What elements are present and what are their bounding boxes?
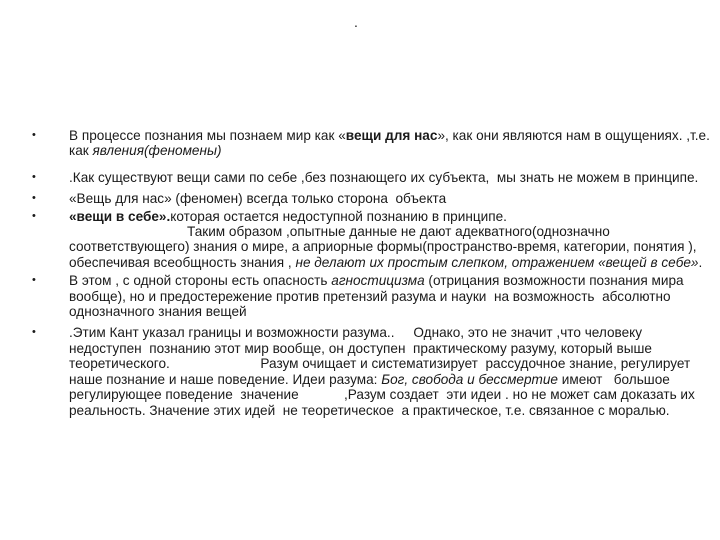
bullet-icon: • [32,170,36,183]
bullet-text [69,191,446,206]
text-run: В процессе познания мы познаем мир как « [69,128,346,143]
bullet-text [69,325,699,417]
text-run: имеют большое регулирующее поведение значение ,Разум создает эти идеи . но не может сам доказать их реальность. Значение этих идей не теоретическое а практическое, т.е. связанное с моралью. [69,371,699,418]
bold-text-run: вещи для нас [345,128,438,143]
bullet-item [32,170,712,185]
italic-text-run: Бог, свобода и бессмертие [381,371,558,387]
bullet-icon: • [32,274,36,287]
bullet-icon: • [32,129,36,141]
text-run: которая остается недоступной познанию в принципе. [170,208,507,224]
bullet-item [32,191,712,206]
italic-text-run: агностицизма [331,273,425,289]
bullet-icon: • [32,326,36,339]
text-run: (отрицания возможности познания мира вообще), но и предостережение против претензий разума и науки на возможность абсолютно однозначного знания вещей [69,273,688,320]
text-run: .Этим Кант указал границы и возможности разума.. Однако, это не значит ,что человеку недоступен познанию этот мир вообще, он доступен практическому разуму, который выше теоретического. Разум очищает и систематизирует рассудочное знание, регулирует наше познание и наше поведение. Идеи разума: [69,325,694,387]
text-run: В этом , с одной стороны есть опасность [69,273,332,289]
bullet-item [32,209,712,271]
text-run: Таким образом ,опытные данные не дают адекватного(однозначно соответствующего) знания о мире, а априорные формы(пространство-время, категории, понятия ), обеспечивая всеобщность знания , [69,224,701,270]
bold-text-run: «вещи в себе». [69,208,171,224]
text-run: .Как существуют вещи сами по себе ,без познающего их субъекта, мы знать не можем в принципе. [69,169,699,185]
bullet-item [32,273,712,319]
bullet-text [69,128,714,158]
text-run: «Вещь для нас» (феномен) всегда только сторона объекта [69,191,447,207]
bullet-continuation-text [69,224,712,270]
bullet-icon: • [32,209,36,222]
italic-text-run: явления(феномены) [92,143,222,159]
bullet-item [32,325,712,417]
bullet-text [69,209,507,224]
slide-title: . [354,14,358,30]
text-run: . [698,254,703,270]
bullet-text [69,273,687,319]
bullet-list [32,128,712,418]
bullet-text [69,170,698,185]
bullet-item [32,128,712,159]
italic-text-run: не делают их простым слепком, отражением «вещей в себе» [295,254,699,270]
bullet-icon: • [32,192,36,205]
text-run: », как они являются нам в ощущениях. ,т.е. как [69,128,714,159]
